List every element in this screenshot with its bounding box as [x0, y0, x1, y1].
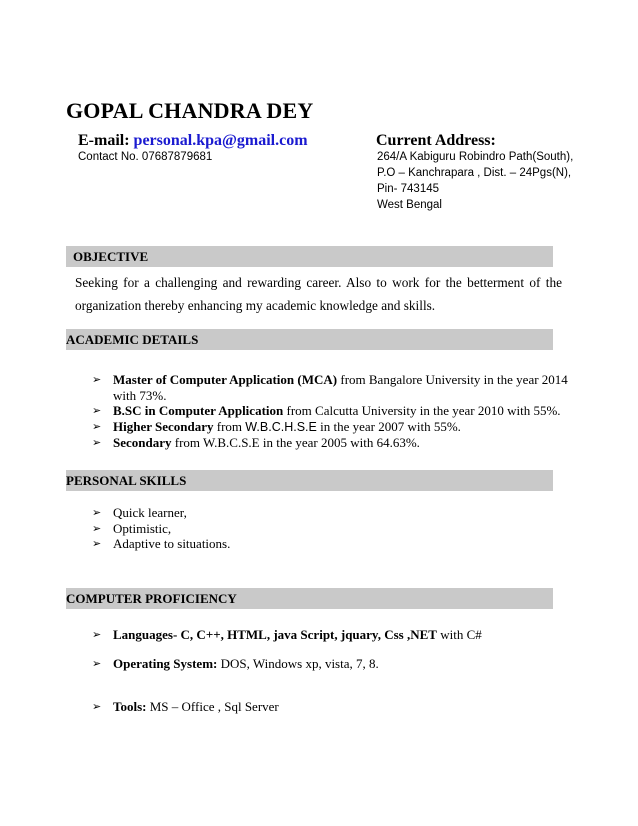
- bullet-arrow-icon: ➢: [92, 404, 102, 417]
- bullet-arrow-icon: ➢: [92, 657, 102, 670]
- list-item: ➢ Secondary from W.B.C.S.E in the year 2005 with 64.63%.: [92, 435, 420, 450]
- list-item: ➢ Optimistic,: [92, 520, 172, 536]
- bullet-arrow-icon: ➢: [92, 436, 102, 449]
- list-item: ➢ Quick learner,: [92, 505, 187, 520]
- candidate-name: GOPAL CHANDRA DEY: [66, 98, 314, 123]
- email-row: [78, 132, 308, 150]
- bullet-arrow-icon: ➢: [92, 419, 102, 433]
- section-header-skills: PERSONAL SKILLS: [66, 470, 553, 491]
- list-item: ➢ B.SC in Computer Application from Calcutta University in the year 2010 with 55%.: [92, 403, 561, 418]
- academic-list: [92, 372, 572, 451]
- skills-list: [92, 505, 572, 552]
- list-item: ➢ Master of Computer Application (MCA) from Bangalore University in the year 2014 with 73%.: [92, 372, 568, 403]
- address-line: Pin- 743145: [377, 183, 440, 195]
- email-label: E-mail:: [78, 132, 130, 149]
- list-item: ➢ Languages- C, C++, HTML, java Script, jquary, Css ,NET with C#: [92, 627, 482, 642]
- section-header-academic: ACADEMIC DETAILS: [66, 329, 553, 350]
- bullet-arrow-icon: ➢: [92, 628, 102, 641]
- computer-list: [92, 699, 572, 715]
- bullet-arrow-icon: ➢: [92, 373, 102, 386]
- address-title: Current Address:: [376, 132, 496, 149]
- address-line: 264/A Kabiguru Robindro Path(South),: [377, 151, 574, 163]
- address-line: West Bengal: [377, 199, 442, 211]
- list-item: ➢ Tools: MS – Office , Sql Server: [92, 699, 279, 714]
- contact-number: Contact No. 07687879681: [78, 151, 213, 163]
- list-item: ➢ Operating System: DOS, Windows xp, vista, 7, 8.: [92, 656, 379, 671]
- computer-list: [92, 627, 572, 643]
- list-item: ➢ Adaptive to situations.: [92, 536, 231, 551]
- list-item: ➢ Higher Secondary from W.B.C.H.S.E in the year 2007 with 55%.: [92, 418, 461, 434]
- objective-line: organization thereby enhancing my academic knowledge and skills.: [75, 298, 436, 313]
- section-header-objective: OBJECTIVE: [66, 246, 553, 267]
- computer-list: [92, 656, 572, 672]
- email-link[interactable]: personal.kpa@gmail.com: [133, 132, 308, 149]
- address-line: P.O – Kanchrapara , Dist. – 24Pgs(N),: [377, 167, 572, 179]
- bullet-arrow-icon: ➢: [92, 700, 102, 713]
- bullet-arrow-icon: ➢: [92, 537, 102, 550]
- section-header-computer: COMPUTER PROFICIENCY: [66, 588, 553, 609]
- objective-text: [75, 271, 562, 317]
- bullet-arrow-icon: ➢: [92, 506, 102, 519]
- objective-line: Seeking for a challenging and rewarding career. Also to work for the betterment of the: [75, 275, 562, 290]
- bullet-arrow-icon: ➢: [92, 521, 102, 535]
